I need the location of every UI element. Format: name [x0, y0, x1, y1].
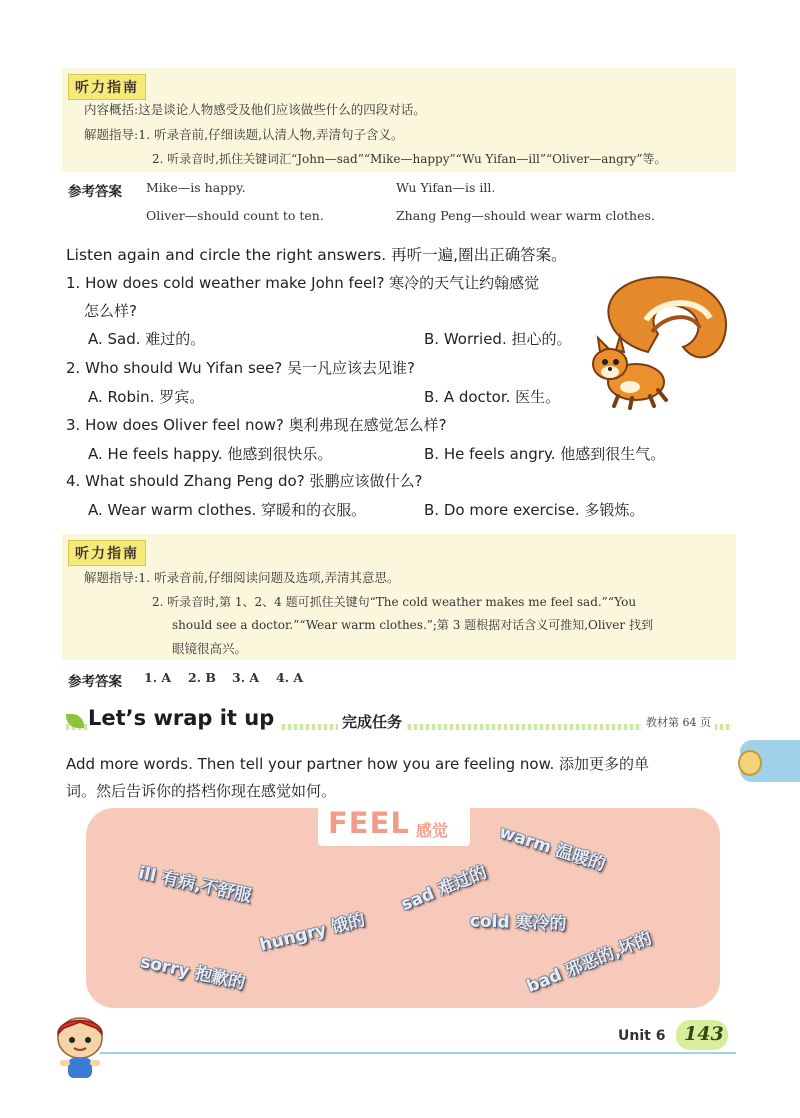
reference-answers-2: [68, 668, 468, 690]
section-title: Let’s wrap it up: [88, 706, 280, 730]
answer-item: Oliver—should count to ten.: [146, 208, 324, 223]
option-b[interactable]: B. A doctor. 医生。: [424, 388, 561, 406]
answer-item: 3. A: [232, 670, 260, 685]
answer-item: Wu Yifan—is ill.: [396, 180, 496, 195]
reference-answers-1: [68, 178, 748, 228]
word-bad: bad 邪恶的,坏的: [524, 928, 656, 998]
guide-tag: 听力指南: [68, 540, 146, 566]
add-words-instruction-cont: 词。然后告诉你的搭档你现在感觉如何。: [66, 782, 337, 800]
option-b[interactable]: B. Do more exercise. 多锻炼。: [424, 501, 645, 519]
answers-label: 参考答案: [68, 674, 122, 690]
squirrel-illustration: [588, 272, 738, 412]
answers-label: 参考答案: [68, 184, 122, 200]
guide-line: 内容概括:这是谈论人物感受及他们应该做些什么的四段对话。: [84, 102, 426, 117]
option-a[interactable]: A. Sad. 难过的。: [88, 330, 206, 348]
feel-title-cn: 感觉: [416, 821, 449, 840]
section-header: [66, 708, 732, 734]
guide-tag: 听力指南: [68, 74, 146, 100]
guide-line: 解题指导:1. 听录音前,仔细阅读问题及选项,弄清其意思。: [84, 570, 400, 585]
mascot-illustration: [52, 1014, 108, 1084]
listen-instruction: Listen again and circle the right answers. 再听一遍,圈出正确答案。: [66, 246, 567, 264]
section-title-cn: 完成任务: [338, 711, 406, 732]
word-ill: ill 有病,不舒服: [136, 863, 254, 907]
feel-title-badge: [318, 806, 470, 846]
boy-mascot-icon: [52, 1014, 108, 1084]
answer-item: 4. A: [276, 670, 304, 685]
footer-line: [100, 1052, 736, 1054]
word-sad: sad 难过的: [398, 862, 491, 916]
guide-line: 解题指导:1. 听录音前,仔细读题,认清人物,弄清句子含义。: [84, 127, 404, 142]
question-3: 3. How does Oliver feel now? 奥利弗现在感觉怎么样?: [66, 416, 447, 434]
page-number-badge: [676, 1020, 728, 1050]
option-a[interactable]: A. Robin. 罗宾。: [88, 388, 205, 406]
guide-line: should see a doctor.”“Wear warm clothes.”;第 3 题根据对话含义可推知,Oliver 找到: [172, 618, 653, 632]
question-1: 1. How does cold weather make John feel? 寒冷的天气让约翰感觉: [66, 274, 540, 292]
unit-label: Unit 6: [618, 1028, 666, 1044]
textbook-page-ref: 教材第 64 页: [642, 714, 715, 730]
option-a[interactable]: A. He feels happy. 他感到很快乐。: [88, 445, 333, 463]
guide-line: 2. 听录音时,抓住关键词汇“John—sad”“Mike—happy”“Wu Yifan—ill”“Oliver—angry”等。: [152, 152, 667, 166]
feel-word-box: [86, 808, 720, 1008]
add-words-instruction: Add more words. Then tell your partner how you are feeling now. 添加更多的单: [66, 755, 650, 773]
word-sorry: sorry 抱歉的: [138, 952, 247, 994]
guide-line: 眼镜很高兴。: [172, 641, 248, 656]
answer-item: Mike—is happy.: [146, 180, 246, 195]
guide-line: 2. 听录音时,第 1、2、4 题可抓住关键句“The cold weather makes me feel sad.”“You: [152, 595, 637, 609]
mascot-icon: [738, 750, 762, 776]
option-a[interactable]: A. Wear warm clothes. 穿暖和的衣服。: [88, 501, 367, 519]
option-b[interactable]: B. Worried. 担心的。: [424, 330, 572, 348]
word-hungry: hungry 饿的: [257, 910, 368, 956]
answer-item: 1. A: [144, 670, 172, 685]
option-b[interactable]: B. He feels angry. 他感到很生气。: [424, 445, 666, 463]
question-1-cont: 怎么样?: [84, 302, 137, 320]
feel-title: FEEL: [328, 806, 410, 840]
answer-item: 2. B: [188, 670, 216, 685]
answer-item: Zhang Peng—should wear warm clothes.: [396, 208, 655, 223]
question-4: 4. What should Zhang Peng do? 张鹏应该做什么?: [66, 472, 423, 490]
page-number: 143: [684, 1023, 724, 1045]
word-warm: warm 温暖的: [496, 822, 608, 876]
listening-guide-2: [62, 534, 736, 660]
word-cold: cold 寒冷的: [469, 911, 567, 935]
question-2: 2. Who should Wu Yifan see? 吴一凡应该去见谁?: [66, 359, 415, 377]
listening-guide-1: [62, 68, 736, 172]
